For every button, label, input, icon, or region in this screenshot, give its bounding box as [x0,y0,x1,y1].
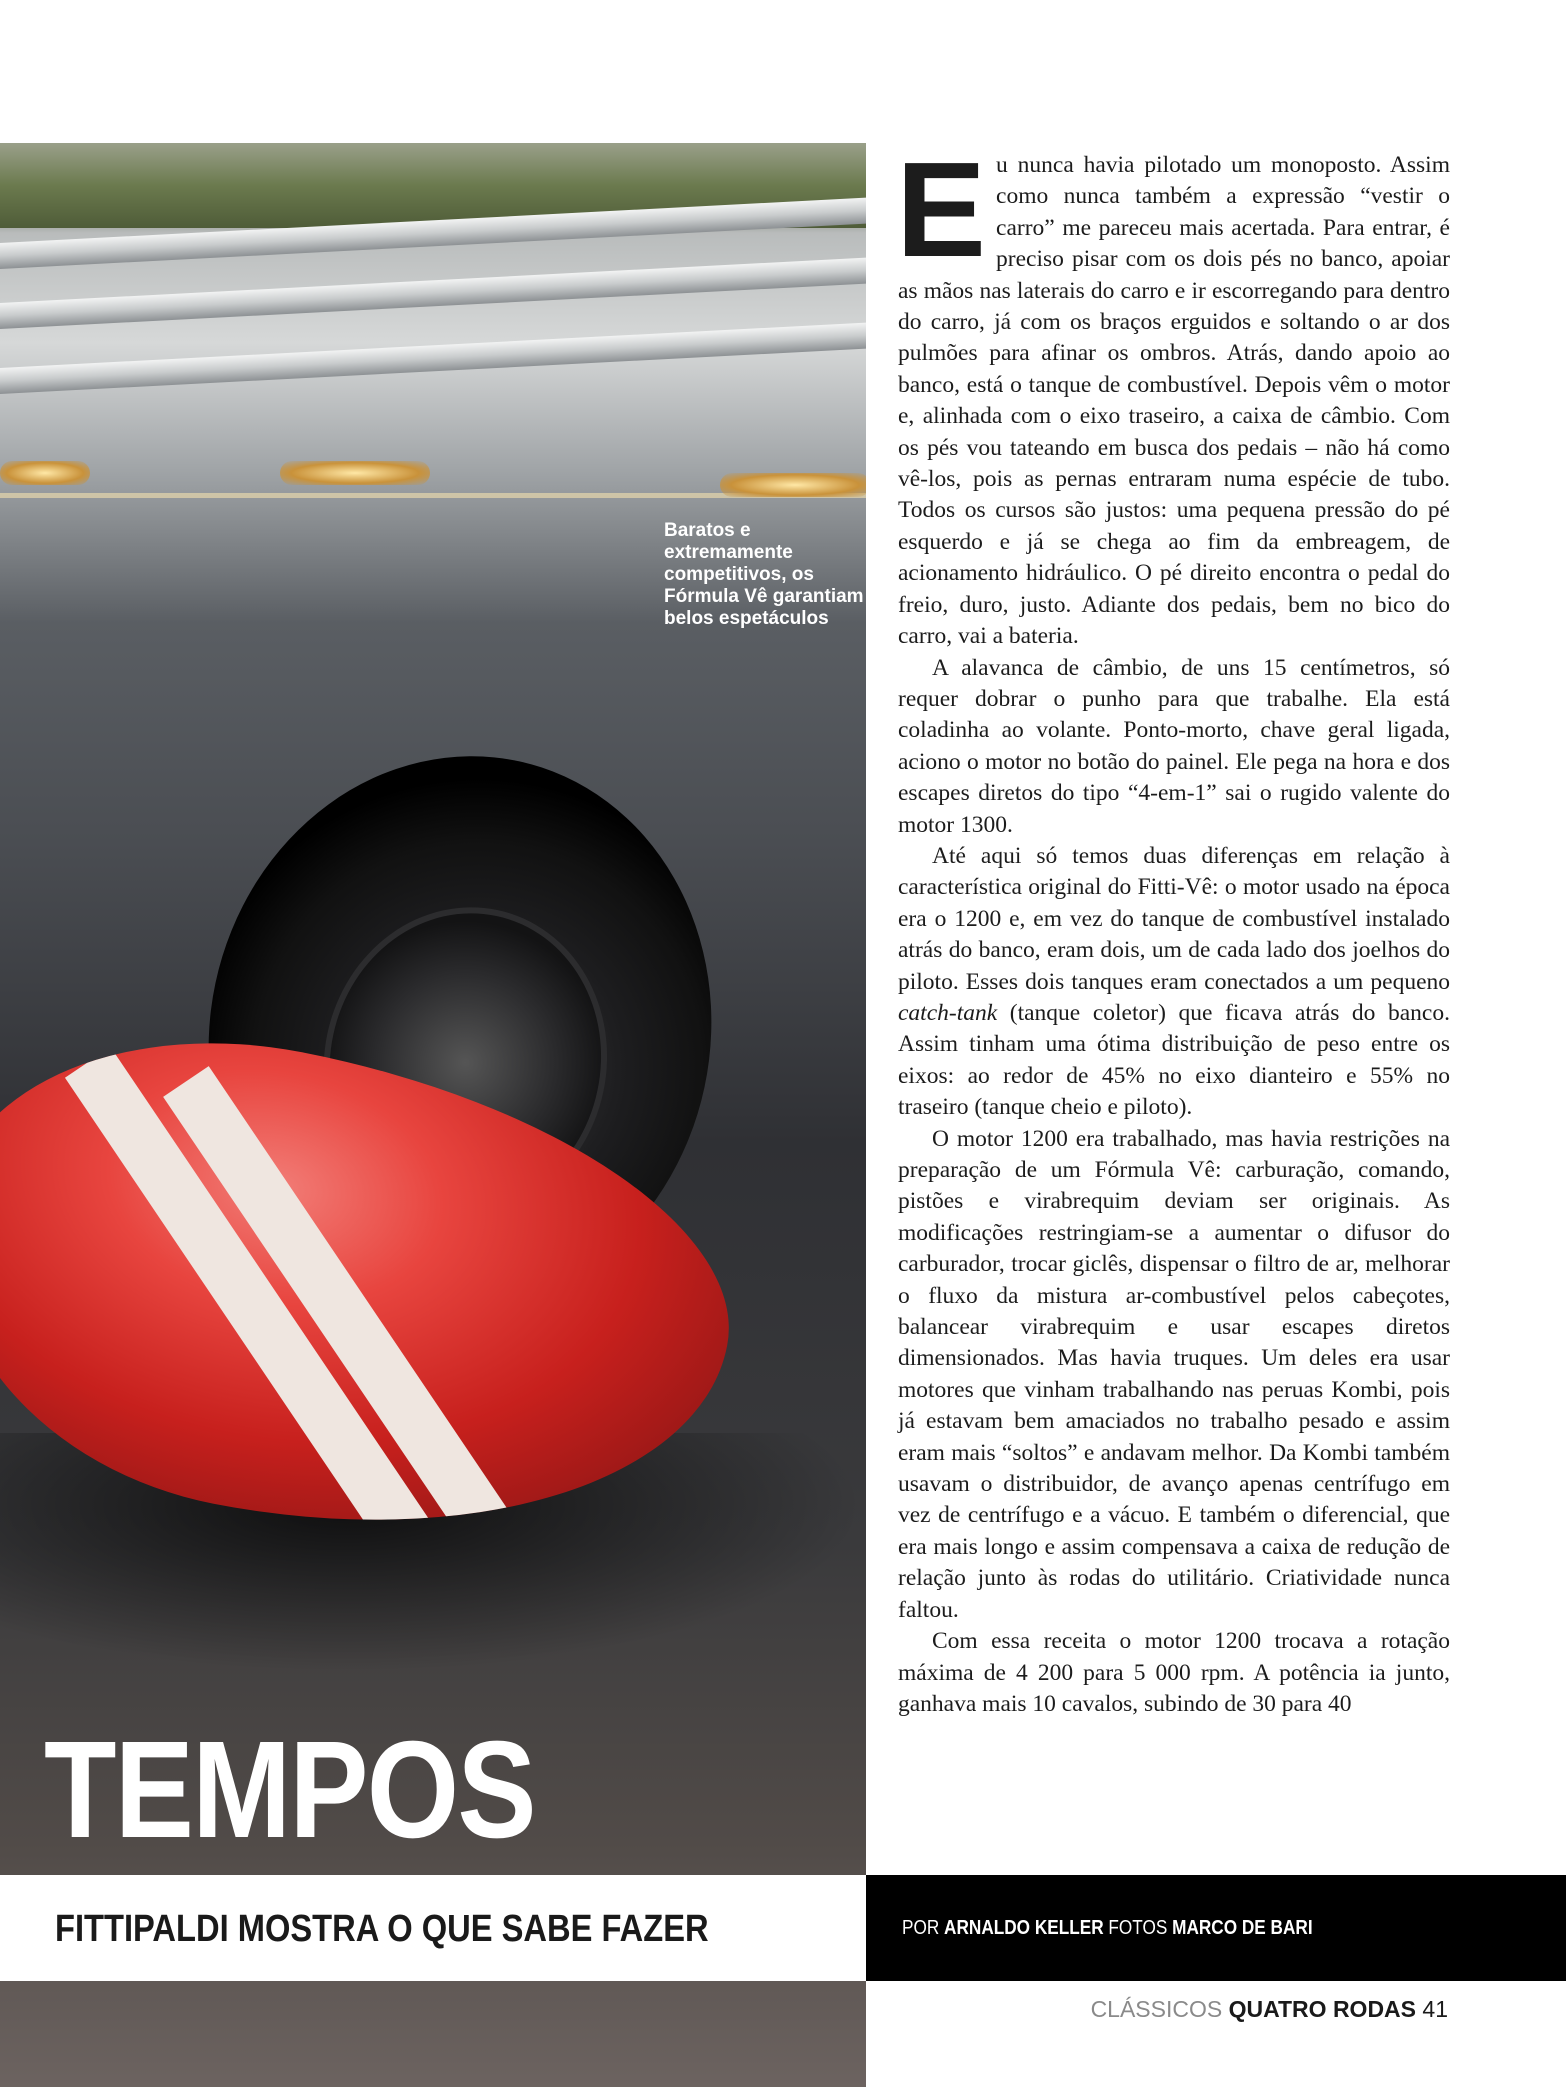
footer-magazine-prefix: CLÁSSICOS [1090,1996,1223,2022]
photo-lamp [0,461,90,485]
credits-line [902,1912,1313,1944]
article-dropcap: E [896,134,987,285]
article-paragraph-text: u nunca havia pilotado um monoposto. Assim como nunca também a expressão “vestir o carro” me pareceu mais acertada. Para entrar, é preciso pisar com os dois pés no banco, apoiar as mãos nas laterais do carro e ir escorregando para dentro do carro, já com os braços erguidos e soltando o ar dos pulmões para afinar os ombros. Atrás, dando apoio ao banco, está o tanque de combustível. Depois vêm o motor e, alinhada com o eixo traseiro, a caixa de câmbio. Com os pés vou tateando em busca dos pedais – não há como vê-los, pois as pernas entraram numa espécie de tubo. Todos os cursos são justos: uma pequena pressão do pé esquerdo e já se chega ao fim da embreagem, de acionamento hidráulico. O pé direito encontra o pedal do freio, duro, justo. Adiante dos pedais, bem no bico do carro, vai a bateria. [898,152,1450,650]
photo-guardrail-middle [0,258,866,329]
photo-lamp [280,461,430,485]
photo-lamp [720,473,866,497]
article-paragraph [896,134,1450,653]
credit-author: ARNALDO KELLER [944,1917,1104,1939]
article-paragraph: O motor 1200 era trabalhado, mas havia restrições na preparação de um Fórmula Vê: carburação, comando, pistões e virabrequim deviam ser originais. As modificações restringiam-se a aumentar o difusor do carburador, trocar giclês, dispensar o filtro de ar, melhorar o fluxo da mistura ar-combustível pelos cabeçotes, balancear virabrequim e usar escapes diretos dimensionados. Mas havia truques. Um deles era usar motores que vinham trabalhando nas peruas Kombi, pois já estavam bem amaciados no trabalho pesado e assim eram mais “soltos” e andavam melhor. Da Kombi também usavam o distribuidor, de avanço apenas centrífugo em vez de centrífugo e a vácuo. E também o diferencial, que era mais longo e assim compensava a caixa de redução de relação junto às rodas do utilitário. Criatividade nunca faltou. [898,1125,1450,1623]
headline: TEMPOS [44,1713,535,1867]
article-text: (tanque coletor) que ficava atrás do banco. Assim tinham uma ótima distribuição de peso entre os eixos: ao redor de 45% no eixo dianteiro e 55% no traseiro (tanque cheio e piloto). [898,999,1450,1121]
footer-page-number: 41 [1422,1996,1448,2022]
credit-photographer: MARCO DE BARI [1172,1917,1313,1939]
article-text: Até aqui só temos duas diferenças em relação à característica original do Fitti-Vê: o motor usado na época era o 1200 e, em vez do tanque de combustível instalado atrás do banco, eram dois, um de cada lado dos joelhos do piloto. Esses dois tanques eram conectados a um pequeno [898,842,1450,995]
footer-magazine-name: QUATRO RODAS [1228,1996,1417,2022]
photo-caption: Baratos e extremamente competitivos, os Fórmula Vê garantiam belos espetáculos [664,520,864,629]
article-italic-term: catch-tank [898,999,998,1026]
article-paragraph: Com essa receita o motor 1200 trocava a rotação máxima de 4 200 para 5 000 rpm. A potência ia junto, ganhava mais 10 cavalos, subindo de 30 para 40 [898,1628,1450,1717]
subheadline: FITTIPALDI MOSTRA O QUE SABE FAZER [55,1908,709,1950]
article-paragraph [898,841,1450,1124]
credit-by-label: POR [902,1917,940,1939]
article-body [896,134,1450,1720]
photo-guardrail-lower [0,323,866,394]
credit-photos-label: FOTOS [1108,1917,1168,1939]
article-paragraph: A alavanca de câmbio, de uns 15 centímetros, só requer dobrar o punho para que trabalhe. Ela está coladinha ao volante. Ponto-morto, chave geral ligada, aciono o motor no botão do painel. Ele pega na hora e dos escapes diretos do tipo “4-em-1” sai o rugido valente do motor 1300. [898,654,1450,838]
page-footer [1091,1994,1448,2024]
